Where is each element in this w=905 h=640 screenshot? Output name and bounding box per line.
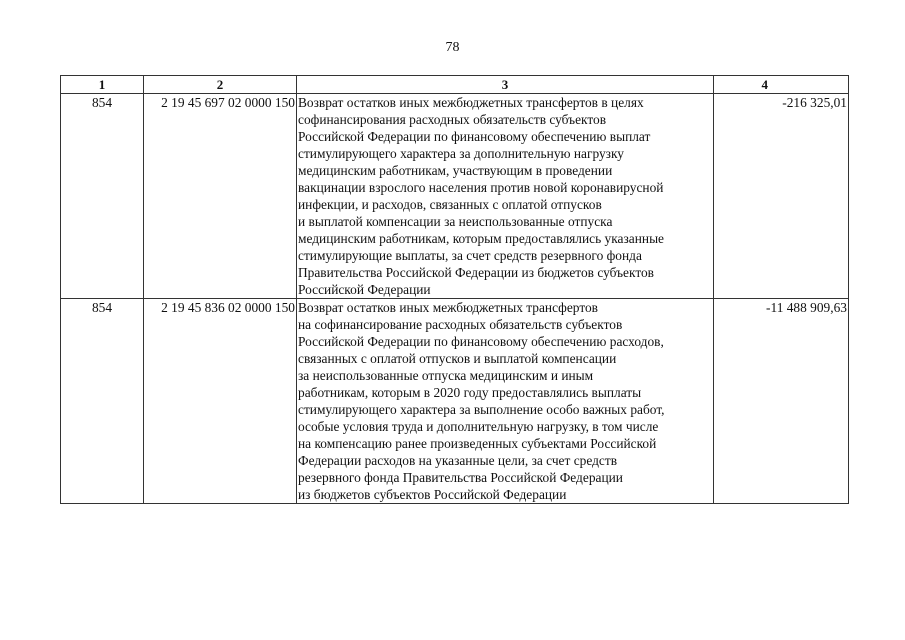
description-line: Российской Федерации: [298, 282, 431, 297]
description-line: работникам, которым в 2020 году предоставлялись выплаты: [298, 385, 642, 400]
description-line: Российской Федерации по финансовому обеспечению расходов,: [298, 334, 664, 349]
description-line: медицинским работникам, участвующим в проведении: [298, 163, 613, 178]
description-line: связанных с оплатой отпусков и выплатой компенсации: [298, 351, 617, 366]
column-header-2: 2: [144, 76, 297, 94]
column-header-3: 3: [297, 76, 714, 94]
budget-code-cell: 2 19 45 836 02 0000 150: [144, 299, 297, 504]
description-line: за неиспользованные отпуска медицинским и иным: [298, 368, 594, 383]
description-line: из бюджетов субъектов Российской Федерации: [298, 487, 567, 502]
table-header-row: [61, 76, 849, 94]
description-line: инфекции, и расходов, связанных с оплатой отпусков: [298, 197, 602, 212]
table-row: [61, 299, 849, 504]
amount-cell: -11 488 909,63: [714, 299, 849, 504]
column-header-1: 1: [61, 76, 144, 94]
description-line: Возврат остатков иных межбюджетных трансфертов в целях: [298, 95, 644, 110]
description-line: Правительства Российской Федерации из бюджетов субъектов: [298, 265, 655, 280]
description-line: и выплатой компенсации за неиспользованные отпуска: [298, 214, 613, 229]
amount-cell: -216 325,01: [714, 94, 849, 299]
description-line: медицинским работникам, которым предоставлялись указанные: [298, 231, 665, 246]
budget-code-cell: 2 19 45 697 02 0000 150: [144, 94, 297, 299]
description-line: Российской Федерации по финансовому обеспечению выплат: [298, 129, 651, 144]
description-line: резервного фонда Правительства Российской Федерации: [298, 470, 623, 485]
description-line: Возврат остатков иных межбюджетных трансфертов: [298, 300, 599, 315]
description-cell: [297, 94, 714, 299]
budget-table: [60, 75, 849, 504]
chapter-code-cell: 854: [61, 94, 144, 299]
description-line: особые условия труда и дополнительную нагрузку, в том числе: [298, 419, 659, 434]
description-line: стимулирующие выплаты, за счет средств резервного фонда: [298, 248, 642, 263]
page-number: 78: [445, 40, 460, 55]
description-line: вакцинации взрослого населения против новой коронавирусной: [298, 180, 664, 195]
description-line: стимулирующего характера за дополнительную нагрузку: [298, 146, 624, 161]
table-row: [61, 94, 849, 299]
chapter-code-cell: 854: [61, 299, 144, 504]
description-line: софинансирования расходных обязательств субъектов: [298, 112, 607, 127]
description-cell: [297, 299, 714, 504]
description-line: на софинансирование расходных обязательств субъектов: [298, 317, 623, 332]
description-line: стимулирующего характера за выполнение особо важных работ,: [298, 402, 665, 417]
description-line: Федерации расходов на указанные цели, за счет средств: [298, 453, 618, 468]
description-line: на компенсацию ранее произведенных субъектами Российской: [298, 436, 657, 451]
column-header-4: 4: [714, 76, 849, 94]
